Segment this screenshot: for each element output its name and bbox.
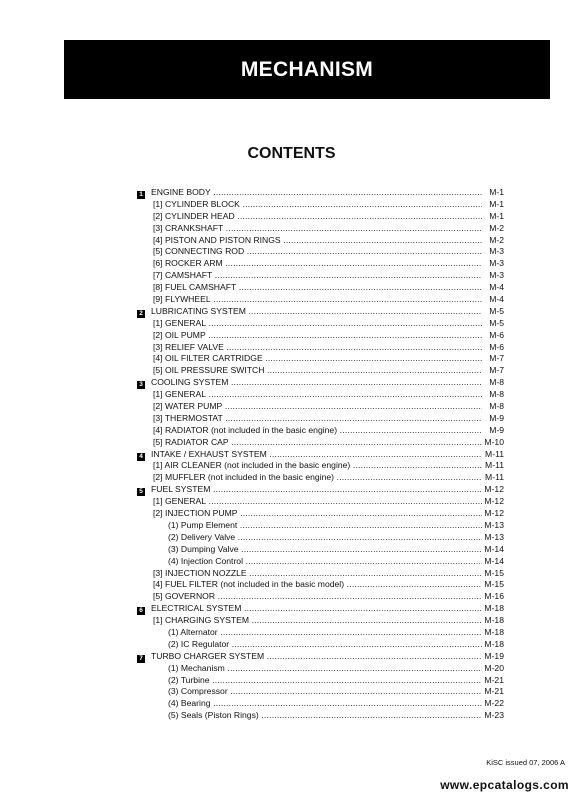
toc-page-number: M-18 (484, 638, 504, 649)
toc-page-number: M-16 (484, 591, 504, 602)
toc-entry-title (137, 698, 482, 710)
toc-page-number: M-5 (489, 317, 504, 328)
toc-page-number: M-6 (489, 329, 504, 340)
toc-entry-title (137, 675, 482, 687)
toc-entry-title (137, 223, 482, 235)
toc-page-number: M-1 (489, 187, 504, 197)
toc-entry-label: (1) Mechanism (168, 662, 225, 673)
section-number-badge: 7 (137, 655, 145, 663)
toc-entry (137, 235, 504, 247)
table-of-contents (137, 187, 504, 722)
toc-entry (137, 282, 504, 294)
toc-page-number: M-1 (489, 198, 504, 209)
toc-page-number: M-14 (484, 555, 504, 566)
toc-entry (137, 579, 504, 591)
toc-page-number: M-13 (484, 519, 504, 530)
toc-entry-label: [5] OIL PRESSURE SWITCH (153, 365, 265, 376)
toc-page-number: M-12 (484, 496, 504, 507)
toc-entry-title (137, 449, 482, 461)
toc-entry-label: [9] FLYWHEEL (153, 294, 211, 305)
toc-entry (137, 294, 504, 306)
toc-entry (137, 246, 504, 258)
toc-entry (137, 508, 504, 520)
toc-page-number: M-13 (484, 531, 504, 542)
toc-entry-label: [7] CAMSHAFT (153, 270, 213, 281)
toc-entry (137, 710, 504, 722)
toc-entry (137, 532, 504, 544)
section-number-badge: 2 (137, 310, 145, 318)
toc-entry (137, 663, 504, 675)
toc-entry-title (137, 330, 482, 342)
toc-page-number: M-8 (489, 401, 504, 412)
toc-page-number: M-2 (489, 222, 504, 233)
toc-entry-label: (2) Delivery Valve (168, 531, 236, 542)
toc-entry-title (137, 651, 482, 663)
toc-entry-label: [3] CRANKSHAFT (153, 222, 224, 233)
toc-entry-title (137, 520, 482, 532)
toc-entry (137, 365, 504, 377)
toc-entry-label: [8] FUEL CAMSHAFT (153, 282, 237, 293)
toc-entry-title (137, 496, 482, 508)
toc-page-number: M-4 (489, 282, 504, 293)
toc-entry-label: [5] GOVERNOR (153, 591, 216, 602)
toc-entry-title (137, 579, 482, 591)
toc-entry-label: [5] CONNECTING ROD (153, 246, 245, 257)
contents-heading: CONTENTS (247, 145, 336, 162)
toc-entry-label: COOLING SYSTEM (151, 377, 229, 388)
toc-entry (137, 413, 504, 425)
toc-entry (137, 615, 504, 627)
toc-page-number: M-9 (489, 424, 504, 435)
toc-entry-label: [3] INJECTION NOZZLE (153, 567, 247, 578)
toc-entry-title (137, 306, 482, 318)
toc-entry-label: [4] OIL FILTER CARTRIDGE (153, 353, 263, 364)
toc-entry-label: [2] OIL PUMP (153, 329, 206, 340)
toc-entry-label: (1) Alternator (168, 626, 218, 637)
toc-page-number: M-15 (484, 579, 504, 590)
toc-page-number: M-11 (485, 472, 504, 483)
section-number-badge: 4 (137, 453, 145, 461)
toc-entry-title (137, 508, 482, 520)
section-banner (64, 40, 550, 99)
toc-entry (137, 698, 504, 710)
toc-entry-title (137, 246, 482, 258)
toc-page-number: M-12 (484, 508, 504, 519)
toc-page-number: M-20 (484, 662, 504, 673)
toc-page-number: M-14 (484, 543, 504, 554)
toc-page-number: M-23 (484, 710, 504, 721)
toc-entry-title (137, 318, 482, 330)
toc-section-entry (137, 449, 504, 461)
toc-page-number: M-18 (484, 603, 504, 614)
issue-note: KiSC issued 07, 2006 A (486, 758, 565, 767)
toc-entry-title (137, 544, 482, 556)
toc-entry-title (137, 686, 482, 698)
toc-entry-title (137, 603, 482, 615)
toc-entry-label: FUEL SYSTEM (151, 484, 211, 495)
toc-section-entry (137, 377, 504, 389)
toc-entry-title (137, 365, 482, 377)
toc-entry-title (137, 353, 482, 365)
toc-section-entry (137, 484, 504, 496)
toc-entry-title (137, 639, 482, 651)
toc-page-number: M-21 (484, 686, 504, 697)
toc-entry (137, 353, 504, 365)
toc-entry-title (137, 282, 482, 294)
toc-entry-title (137, 615, 482, 627)
toc-entry-title (137, 591, 482, 603)
toc-entry (137, 389, 504, 401)
toc-entry-label: [2] MUFFLER (not included in the basic engine) (153, 472, 335, 483)
toc-entry-label: [1] CHARGING SYSTEM (153, 615, 249, 626)
toc-page-number: M-11 (485, 448, 504, 459)
toc-page-number: M-5 (489, 305, 504, 316)
toc-entry-label: (3) Dumping Valve (168, 543, 239, 554)
toc-entry (137, 401, 504, 413)
toc-page-number: M-6 (489, 341, 504, 352)
toc-entry-title (137, 342, 482, 354)
section-number-badge: 3 (137, 381, 145, 389)
toc-entry-label: (2) IC Regulator (168, 638, 230, 649)
toc-entry-title (137, 401, 482, 413)
toc-page-number: M-21 (484, 674, 504, 685)
toc-page-number: M-12 (484, 484, 504, 495)
toc-entry-label: (4) Injection Control (168, 555, 243, 566)
toc-page-number: M-1 (489, 210, 504, 221)
toc-entry (137, 211, 504, 223)
toc-entry-title (137, 556, 482, 568)
toc-section-entry (137, 187, 504, 199)
toc-entry-title (137, 258, 482, 270)
watermark-url: www.epcatalogs.com (440, 778, 569, 792)
toc-entry-title (137, 472, 482, 484)
toc-entry-label: (5) Seals (Piston Rings) (168, 710, 259, 721)
toc-page-number: M-2 (489, 234, 504, 245)
toc-section-entry (137, 651, 504, 663)
toc-entry-label: [5] RADIATOR CAP (153, 436, 229, 447)
toc-entry-label: (2) Turbine (168, 674, 210, 685)
toc-entry (137, 437, 504, 449)
toc-entry-label: [3] RELIEF VALVE (153, 341, 224, 352)
toc-entry-title (137, 235, 482, 247)
toc-entry-title (137, 389, 482, 401)
toc-entry-label: [2] CYLINDER HEAD (153, 210, 235, 221)
toc-page-number: M-10 (484, 436, 504, 447)
toc-entry-label: [1] AIR CLEANER (not included in the basic engine) (153, 460, 351, 471)
toc-entry-label: INTAKE / EXHAUST SYSTEM (151, 448, 267, 459)
toc-entry (137, 472, 504, 484)
toc-entry-label: [1] GENERAL (153, 496, 207, 507)
toc-entry (137, 258, 504, 270)
toc-entry (137, 568, 504, 580)
toc-entry-title (137, 663, 482, 675)
toc-entry-label: ENGINE BODY (151, 187, 211, 197)
toc-entry (137, 496, 504, 508)
toc-entry (137, 318, 504, 330)
toc-entry-label: [4] PISTON AND PISTON RINGS (153, 234, 281, 245)
toc-entry (137, 460, 504, 472)
toc-entry (137, 675, 504, 687)
toc-page-number: M-19 (484, 650, 504, 661)
toc-entry-title (137, 437, 482, 449)
toc-entry-label: [4] FUEL FILTER (not included in the basic model) (153, 579, 345, 590)
toc-entry-label: [2] WATER PUMP (153, 401, 223, 412)
toc-page-number: M-7 (489, 365, 504, 376)
toc-entry-title (137, 627, 482, 639)
toc-entry-title (137, 187, 482, 199)
toc-page-number: M-4 (489, 294, 504, 305)
toc-entry-title (137, 425, 482, 437)
toc-entry (137, 639, 504, 651)
toc-entry-label: [4] RADIATOR (not included in the basic engine) (153, 424, 338, 435)
toc-entry-title (137, 294, 482, 306)
toc-entry-label: [1] CYLINDER BLOCK (153, 198, 240, 209)
toc-page-number: M-7 (489, 353, 504, 364)
toc-entry (137, 270, 504, 282)
toc-page-number: M-18 (484, 626, 504, 637)
toc-entry-title (137, 211, 482, 223)
toc-page-number: M-3 (489, 246, 504, 257)
toc-entry-title (137, 377, 482, 389)
toc-entry (137, 686, 504, 698)
toc-entry (137, 520, 504, 532)
toc-entry-label: (3) Compressor (168, 686, 228, 697)
toc-page-number: M-11 (485, 460, 504, 471)
toc-entry-title (137, 568, 482, 580)
toc-entry-title (137, 484, 482, 496)
section-number-badge: 6 (137, 607, 145, 615)
toc-page-number: M-8 (489, 389, 504, 400)
toc-entry-label: TURBO CHARGER SYSTEM (151, 650, 265, 661)
toc-entry-title (137, 413, 482, 425)
toc-entry (137, 330, 504, 342)
toc-entry (137, 591, 504, 603)
toc-entry-title (137, 460, 482, 472)
toc-entry-label: [3] THERMOSTAT (153, 412, 223, 423)
toc-section-entry (137, 306, 504, 318)
toc-entry-label: [1] GENERAL (153, 317, 207, 328)
section-number-badge: 1 (137, 191, 145, 199)
toc-entry-title (137, 199, 482, 211)
toc-entry (137, 425, 504, 437)
toc-entry (137, 627, 504, 639)
toc-entry-title (137, 532, 482, 544)
toc-entry-title (137, 270, 482, 282)
toc-page-number: M-9 (489, 412, 504, 423)
toc-entry-label: [1] GENERAL (153, 389, 207, 400)
toc-entry (137, 199, 504, 211)
toc-entry-label: (4) Bearing (168, 698, 211, 709)
toc-entry-label: (1) Pump Element (168, 519, 238, 530)
toc-entry (137, 342, 504, 354)
toc-page-number: M-15 (484, 567, 504, 578)
section-title: MECHANISM (240, 57, 374, 81)
toc-entry-label: LUBRICATING SYSTEM (151, 305, 246, 316)
toc-entry (137, 556, 504, 568)
toc-entry-label: [6] ROCKER ARM (153, 258, 223, 269)
toc-page-number: M-22 (484, 698, 504, 709)
toc-page-number: M-8 (489, 377, 504, 388)
toc-page-number: M-18 (484, 615, 504, 626)
section-number-badge: 5 (137, 488, 145, 496)
toc-page-number: M-3 (489, 258, 504, 269)
toc-page-number: M-3 (489, 270, 504, 281)
toc-section-entry (137, 603, 504, 615)
toc-entry-label: ELECTRICAL SYSTEM (151, 603, 242, 614)
toc-entry-label: [2] INJECTION PUMP (153, 508, 238, 519)
toc-entry (137, 223, 504, 235)
toc-entry-title (137, 710, 482, 722)
toc-entry (137, 544, 504, 556)
